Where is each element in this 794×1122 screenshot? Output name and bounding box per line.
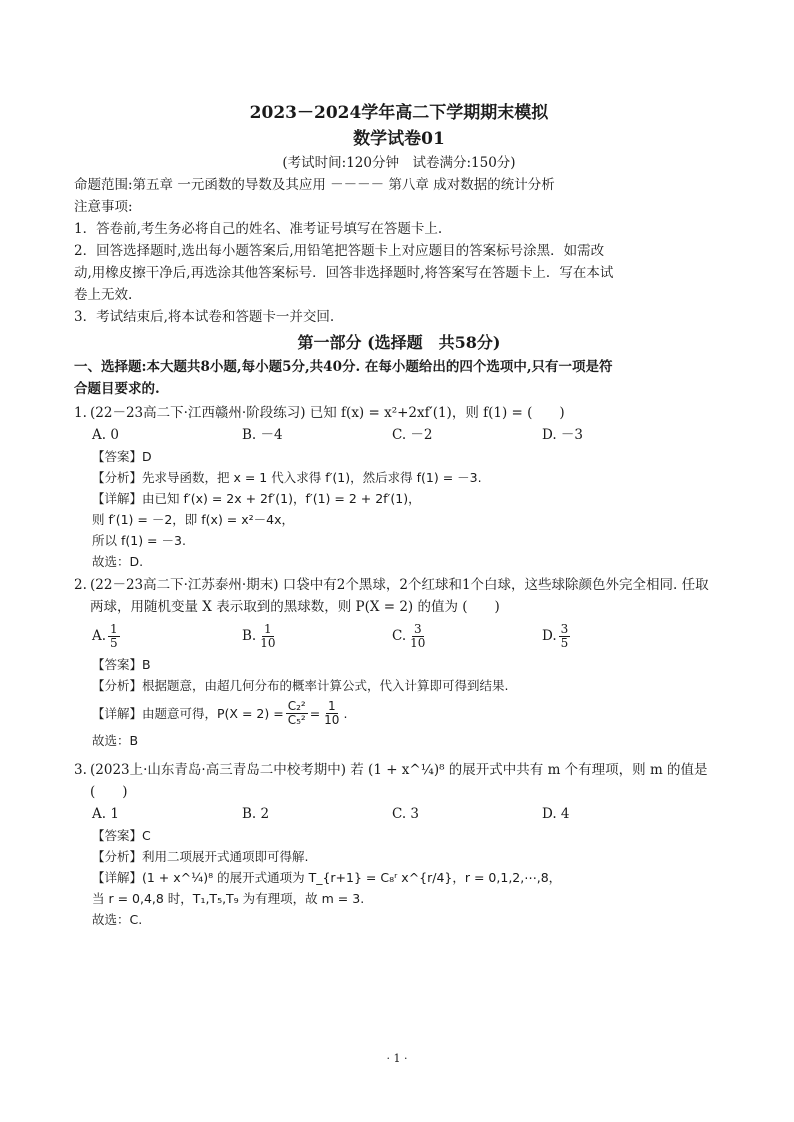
denominator: 5	[110, 635, 118, 650]
notice-title: 注意事项:	[74, 199, 133, 215]
numerator: 1	[264, 621, 272, 636]
denominator: 5	[560, 635, 569, 650]
page-content	[74, 100, 724, 930]
option-b: B. 2	[242, 806, 270, 822]
option-d: D. －3	[542, 427, 584, 443]
fraction	[258, 623, 277, 650]
denominator: 10	[410, 635, 426, 650]
denominator: 10	[324, 712, 340, 727]
question-stem: (22－23高二下·江西赣州·阶段练习) 已知 f(x) = x²+2xf′(1)，则 f(1) = ( )	[90, 405, 565, 421]
choose-line: 故选：C.	[92, 912, 143, 927]
detail-line: 当 r = 0,4,8 时，T₁,T₅,T₉ 为有理项，故 m = 3.	[92, 891, 365, 906]
notice-item-1: 1．答卷前,考生务必将自己的姓名、准考证号填写在答题卡上.	[74, 221, 443, 237]
numerator: C₂²	[287, 698, 306, 713]
choose-line: 故选：B	[92, 733, 139, 748]
option-d	[542, 618, 692, 654]
analysis-line: 【分析】根据题意，由超几何分布的概率计算公式，代入计算即可得到结果.	[92, 678, 509, 693]
answer-line: 【答案】B	[92, 657, 151, 672]
numerator: 3	[413, 621, 422, 636]
option-label: A.	[92, 628, 107, 644]
section-title: 第一部分 (选择题 共58分)	[297, 333, 501, 352]
fraction	[286, 700, 308, 727]
option-a: A. 0	[92, 427, 119, 443]
question-stem: (22－23高二下·江苏泰州·期末) 口袋中有2个黑球，2个红球和1个白球，这些球除颜色外完全相同. 任取	[90, 577, 709, 593]
detail-prefix: 【详解】由题意可得，P(X = 2) =	[92, 705, 284, 721]
question-3-options	[92, 803, 724, 825]
question-2	[74, 574, 724, 596]
detail-line	[92, 696, 724, 730]
question-number: 3.	[74, 762, 87, 778]
answer-line: 【答案】D	[92, 449, 152, 464]
numerator: 3	[560, 621, 569, 636]
question-number: 2.	[74, 577, 87, 593]
option-a	[92, 618, 242, 654]
question-stem-cont: ( )	[90, 784, 128, 800]
scope-line: 命题范围:第五章 一元函数的导数及其应用 －－－－ 第八章 成对数据的统计分析	[74, 177, 555, 193]
exam-title: 2023－2024学年高二下学期期末模拟	[249, 103, 549, 123]
option-c: C. －2	[392, 427, 433, 443]
question-3	[74, 759, 724, 781]
answer-line: 【答案】C	[92, 828, 151, 843]
choose-line: 故选：D.	[92, 554, 144, 569]
question-1-options	[92, 424, 724, 446]
question-number: 1.	[74, 405, 87, 421]
exam-subtitle: 数学试卷01	[353, 129, 445, 149]
numerator: 1	[327, 698, 336, 713]
option-label: C.	[392, 628, 407, 644]
detail-end: .	[343, 705, 348, 721]
fraction	[108, 623, 120, 650]
question-stem-cont: 两球，用随机变量 X 表示取到的黑球数，则 P(X = 2) 的值为 ( )	[90, 599, 500, 615]
analysis-line: 【分析】利用二项展开式通项即可得解.	[92, 849, 309, 864]
option-c: C. 3	[392, 806, 420, 822]
section-desc-b: 合题目要求的.	[74, 381, 160, 397]
detail-line: 【详解】(1 + x^¼)⁸ 的展开式通项为 T_{r+1} = C₈ʳ x^{r/4}，r = 0,1,2,⋯,8，	[92, 870, 562, 885]
page-number: · 1 ·	[386, 1052, 408, 1065]
detail-line: 【详解】由已知 f′(x) = 2x + 2f′(1)，f′(1) = 2 + 2f′(1)，	[92, 491, 421, 506]
fraction	[408, 623, 427, 650]
option-d: D. 4	[542, 806, 570, 822]
option-label: D.	[542, 628, 557, 644]
option-a: A. 1	[92, 806, 119, 822]
exam-info: (考试时间:120分钟 试卷满分:150分)	[282, 155, 516, 171]
option-c	[392, 618, 542, 654]
detail-line: 则 f′(1) = －2，即 f(x) = x²－4x，	[92, 512, 294, 527]
numerator: 1	[110, 621, 118, 636]
question-1	[74, 402, 724, 424]
section-desc-a: 一、选择题:本大题共8小题,每小题5分,共40分. 在每小题给出的四个选项中,只有一项是符	[74, 359, 613, 375]
equals-sign: =	[309, 705, 321, 721]
question-2-options	[92, 618, 724, 654]
denominator: 10	[260, 635, 276, 650]
fraction	[559, 623, 571, 650]
notice-item-2a: 2．回答选择题时,选出每小题答案后,用铅笔把答题卡上对应题目的答案标号涂黑．如需改	[74, 243, 605, 259]
detail-line: 所以 f(1) = －3.	[92, 533, 186, 548]
denominator: C₅²	[287, 712, 306, 727]
notice-item-2b: 动,用橡皮擦干净后,再选涂其他答案标号．回答非选择题时,将答案写在答题卡上．写在本试	[74, 265, 614, 281]
question-stem: (2023上·山东青岛·高三青岛二中校考期中) 若 (1 + x^¼)⁸ 的展开式中共有 m 个有理项，则 m 的值是	[90, 762, 708, 778]
analysis-line: 【分析】先求导函数，把 x = 1 代入求得 f′(1)，然后求得 f(1) = －3.	[92, 470, 482, 485]
notice-item-2c: 卷上无效.	[74, 287, 133, 303]
fraction	[322, 700, 341, 727]
option-b: B. －4	[242, 427, 283, 443]
option-b	[242, 618, 392, 654]
notice-item-3: 3．考试结束后,将本试卷和答题卡一并交回.	[74, 309, 335, 325]
spacer	[74, 751, 724, 757]
option-label: B.	[242, 628, 257, 644]
